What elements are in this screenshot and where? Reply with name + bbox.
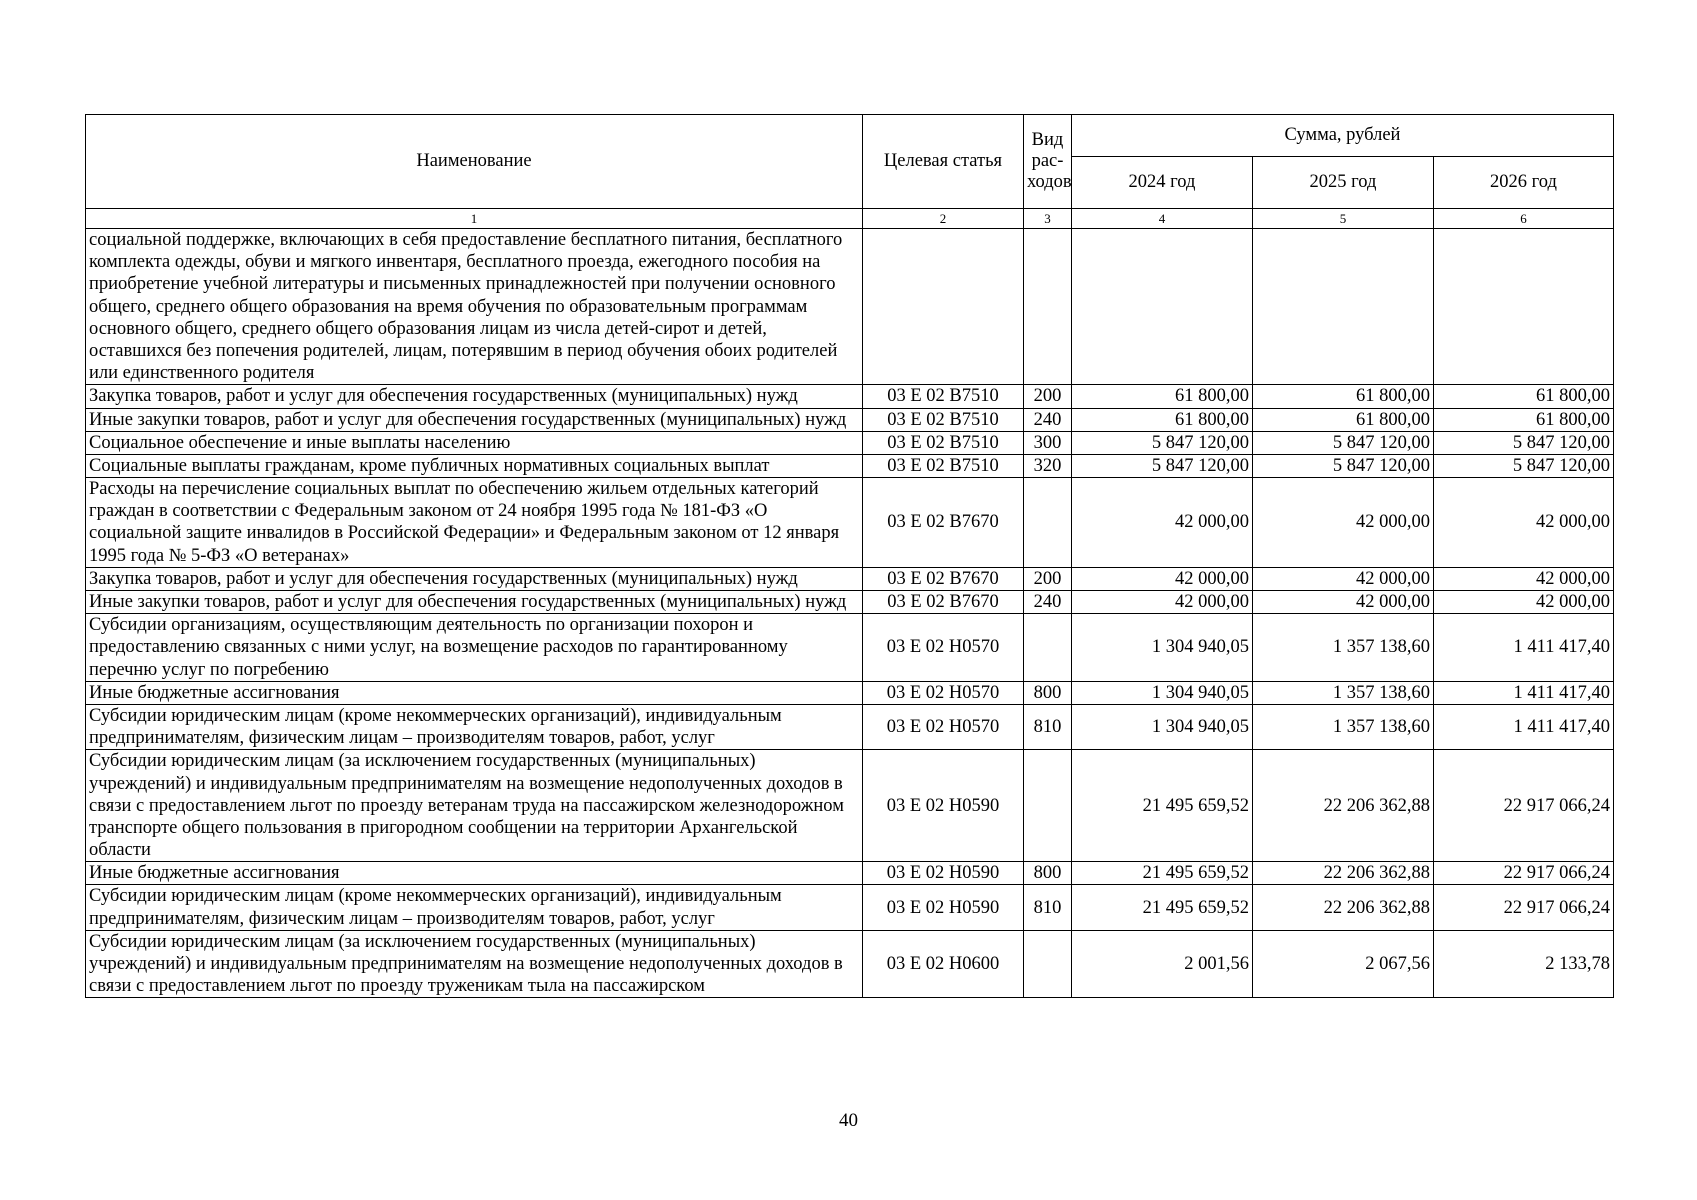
row-target-code: 03 Е 02 Н0600 — [863, 930, 1024, 998]
row-amount-2024: 21 495 659,52 — [1072, 885, 1253, 930]
row-name: Субсидии юридическим лицам (кроме некоммерческих организаций), индивидуальным предпринимателям, физическим лицам – производителям товаров, работ, услуг — [86, 704, 863, 749]
header-year-2025: 2025 год — [1253, 157, 1434, 209]
row-target-code: 03 Е 02 Н0570 — [863, 614, 1024, 682]
row-target-code: 03 Е 02 Н0590 — [863, 862, 1024, 885]
row-amount-2024: 21 495 659,52 — [1072, 750, 1253, 862]
row-name: Социальное обеспечение и иные выплаты населению — [86, 431, 863, 454]
row-expense-type: 200 — [1024, 567, 1072, 590]
row-amount-2026: 61 800,00 — [1434, 385, 1614, 408]
table-row — [86, 478, 1614, 568]
row-name: Расходы на перечисление социальных выплат по обеспечению жильем отдельных категорий граждан в соответствии с Федеральным законом от 24 ноября 1995 года № 181-ФЗ «О социальной защите инвалидов в Российской Федерации» и Федеральным законом от 12 января 1995 года № 5-ФЗ «О ветеранах» — [86, 478, 863, 568]
table-row — [86, 614, 1614, 682]
row-amount-2024: 61 800,00 — [1072, 408, 1253, 431]
row-name: Иные закупки товаров, работ и услуг для обеспечения государственных (муниципальных) нужд — [86, 408, 863, 431]
row-amount-2026: 1 411 417,40 — [1434, 614, 1614, 682]
row-amount-2025: 42 000,00 — [1253, 478, 1434, 568]
row-amount-2025: 42 000,00 — [1253, 567, 1434, 590]
row-amount-2024: 42 000,00 — [1072, 591, 1253, 614]
page-number: 40 — [839, 1110, 858, 1131]
row-name: Закупка товаров, работ и услуг для обеспечения государственных (муниципальных) нужд — [86, 567, 863, 590]
row-amount-2024: 21 495 659,52 — [1072, 862, 1253, 885]
row-amount-2025: 1 357 138,60 — [1253, 681, 1434, 704]
table-row — [86, 567, 1614, 590]
row-amount-2024: 1 304 940,05 — [1072, 704, 1253, 749]
row-amount-2025: 1 357 138,60 — [1253, 614, 1434, 682]
row-expense-type: 320 — [1024, 454, 1072, 477]
row-expense-type: 810 — [1024, 704, 1072, 749]
row-expense-type — [1024, 750, 1072, 862]
header-name: Наименование — [86, 115, 863, 209]
row-expense-type: 200 — [1024, 385, 1072, 408]
header-code: Целевая статья — [863, 115, 1024, 209]
row-target-code: 03 Е 02 Н0590 — [863, 750, 1024, 862]
row-target-code: 03 Е 02 Н0590 — [863, 885, 1024, 930]
row-amount-2025: 22 206 362,88 — [1253, 885, 1434, 930]
row-amount-2025: 5 847 120,00 — [1253, 431, 1434, 454]
row-expense-type: 810 — [1024, 885, 1072, 930]
row-amount-2025: 42 000,00 — [1253, 591, 1434, 614]
row-amount-2026: 22 917 066,24 — [1434, 750, 1614, 862]
row-amount-2025: 1 357 138,60 — [1253, 704, 1434, 749]
row-amount-2026: 5 847 120,00 — [1434, 431, 1614, 454]
table-row — [86, 454, 1614, 477]
row-target-code: 03 Е 02 В7510 — [863, 454, 1024, 477]
row-name: Иные закупки товаров, работ и услуг для обеспечения государственных (муниципальных) нужд — [86, 591, 863, 614]
row-expense-type: 240 — [1024, 408, 1072, 431]
column-number: 6 — [1434, 209, 1614, 229]
row-expense-type — [1024, 614, 1072, 682]
row-target-code: 03 Е 02 В7510 — [863, 408, 1024, 431]
row-expense-type: 240 — [1024, 591, 1072, 614]
row-amount-2025: 22 206 362,88 — [1253, 750, 1434, 862]
row-expense-type: 300 — [1024, 431, 1072, 454]
row-target-code: 03 Е 02 В7510 — [863, 431, 1024, 454]
table-row — [86, 885, 1614, 930]
row-amount-2024: 5 847 120,00 — [1072, 454, 1253, 477]
table-row — [86, 431, 1614, 454]
table-row — [86, 750, 1614, 862]
row-amount-2026: 42 000,00 — [1434, 591, 1614, 614]
continuation-text: социальной поддержке, включающих в себя предоставление бесплатного питания, бесплатного комплекта одежды, обуви и мягкого инвентаря, бесплатного проезда, ежегодного пособия на приобретение учебной литературы и письменных принадлежностей при получении основного общего, среднего общего образования на время обучения по образовательным программам основного общего, среднего общего образования лицам из числа детей-сирот и детей, оставшихся без попечения родителей, лицам, потерявшим в период обучения обоих родителей или единственного родителя — [86, 229, 863, 385]
row-amount-2025: 61 800,00 — [1253, 408, 1434, 431]
row-amount-2026: 5 847 120,00 — [1434, 454, 1614, 477]
header-row-1 — [86, 115, 1614, 157]
row-amount-2026: 42 000,00 — [1434, 567, 1614, 590]
row-target-code: 03 Е 02 В7670 — [863, 478, 1024, 568]
table-row — [86, 591, 1614, 614]
column-number: 3 — [1024, 209, 1072, 229]
row-amount-2024: 1 304 940,05 — [1072, 681, 1253, 704]
row-amount-2024: 42 000,00 — [1072, 567, 1253, 590]
row-target-code: 03 Е 02 В7670 — [863, 567, 1024, 590]
row-amount-2024: 42 000,00 — [1072, 478, 1253, 568]
row-target-code: 03 Е 02 В7510 — [863, 385, 1024, 408]
row-amount-2024: 5 847 120,00 — [1072, 431, 1253, 454]
row-name: Субсидии юридическим лицам (за исключением государственных (муниципальных) учреждений) и индивидуальным предпринимателям на возмещение недополученных доходов в связи с предоставлением льгот по проезду ветеранам труда на пассажирском железнодорожном транспорте общего пользования в пригородном сообщении на территории Архангельской области — [86, 750, 863, 862]
table-row — [86, 681, 1614, 704]
row-amount-2026: 1 411 417,40 — [1434, 704, 1614, 749]
table-body — [86, 229, 1614, 998]
row-name: Социальные выплаты гражданам, кроме публичных нормативных социальных выплат — [86, 454, 863, 477]
row-amount-2026: 42 000,00 — [1434, 478, 1614, 568]
table-row — [86, 930, 1614, 998]
row-name: Закупка товаров, работ и услуг для обеспечения государственных (муниципальных) нужд — [86, 385, 863, 408]
row-name: Субсидии юридическим лицам (кроме некоммерческих организаций), индивидуальным предпринимателям, физическим лицам – производителям товаров, работ, услуг — [86, 885, 863, 930]
row-name: Иные бюджетные ассигнования — [86, 862, 863, 885]
row-expense-type — [1024, 930, 1072, 998]
row-amount-2024: 61 800,00 — [1072, 385, 1253, 408]
row-target-code: 03 Е 02 Н0570 — [863, 704, 1024, 749]
row-amount-2026: 61 800,00 — [1434, 408, 1614, 431]
row-expense-type — [1024, 478, 1072, 568]
row-name: Субсидии юридическим лицам (за исключением государственных (муниципальных) учреждений) и индивидуальным предпринимателям на возмещение недополученных доходов в связи с предоставлением льгот по проезду труженикам тыла на пассажирском — [86, 930, 863, 998]
row-amount-2026: 22 917 066,24 — [1434, 885, 1614, 930]
table-row — [86, 408, 1614, 431]
header-sum: Сумма, рублей — [1072, 115, 1614, 157]
row-name: Субсидии организациям, осуществляющим деятельность по организации похорон и предоставлению связанных с ними услуг, на возмещение расходов по гарантированному перечню услуг по погребению — [86, 614, 863, 682]
row-amount-2026: 22 917 066,24 — [1434, 862, 1614, 885]
header-type: Вид рас-ходов — [1024, 115, 1072, 209]
header-year-2026: 2026 год — [1434, 157, 1614, 209]
row-amount-2025: 5 847 120,00 — [1253, 454, 1434, 477]
table-row — [86, 704, 1614, 749]
column-number: 2 — [863, 209, 1024, 229]
row-amount-2026: 1 411 417,40 — [1434, 681, 1614, 704]
header-year-2024: 2024 год — [1072, 157, 1253, 209]
row-amount-2024: 2 001,56 — [1072, 930, 1253, 998]
row-amount-2024: 1 304 940,05 — [1072, 614, 1253, 682]
column-number: 5 — [1253, 209, 1434, 229]
row-amount-2025: 61 800,00 — [1253, 385, 1434, 408]
row-amount-2025: 22 206 362,88 — [1253, 862, 1434, 885]
row-amount-2025: 2 067,56 — [1253, 930, 1434, 998]
table-row — [86, 385, 1614, 408]
row-expense-type: 800 — [1024, 862, 1072, 885]
continuation-row — [86, 229, 1614, 385]
row-amount-2026: 2 133,78 — [1434, 930, 1614, 998]
column-number: 4 — [1072, 209, 1253, 229]
budget-table — [85, 114, 1614, 998]
column-number: 1 — [86, 209, 863, 229]
row-name: Иные бюджетные ассигнования — [86, 681, 863, 704]
table-row — [86, 862, 1614, 885]
row-expense-type: 800 — [1024, 681, 1072, 704]
row-target-code: 03 Е 02 В7670 — [863, 591, 1024, 614]
row-target-code: 03 Е 02 Н0570 — [863, 681, 1024, 704]
column-number-row — [86, 209, 1614, 229]
